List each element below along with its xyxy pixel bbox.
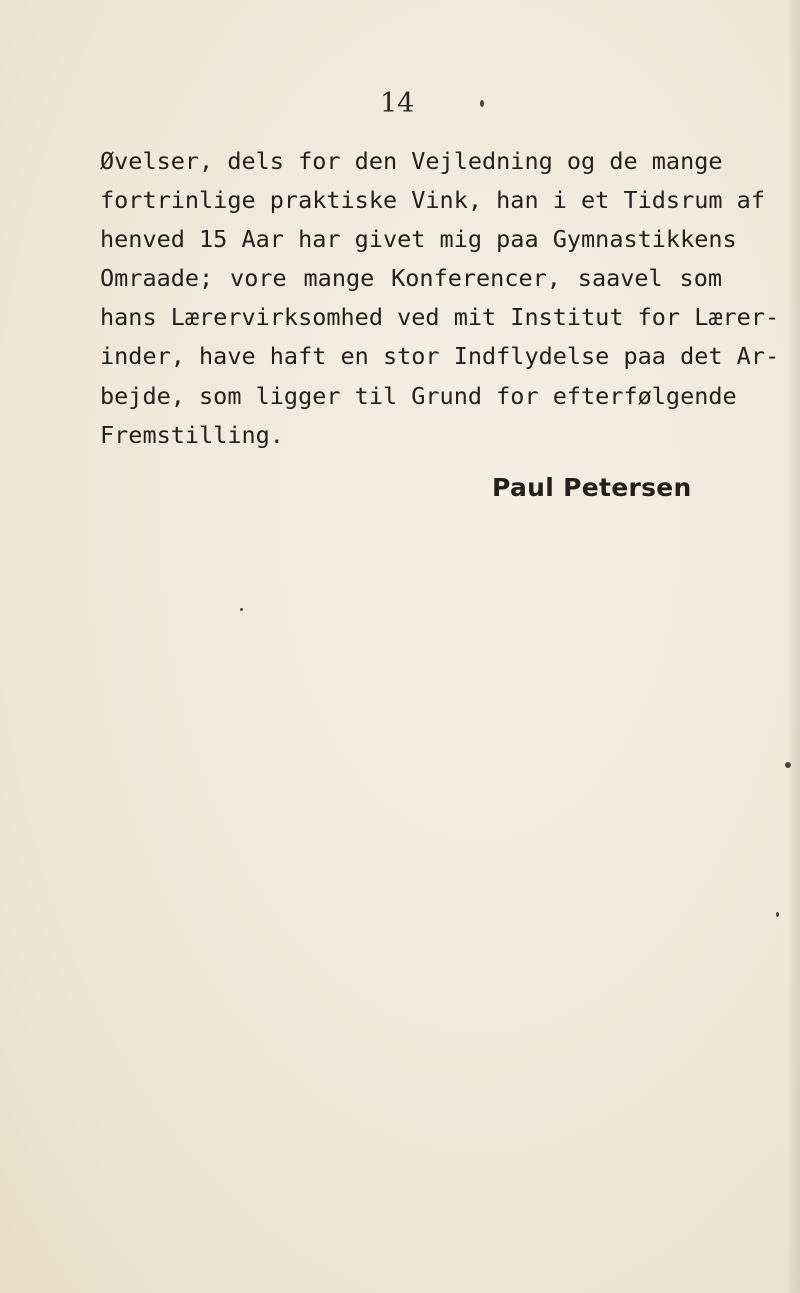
paper-speck xyxy=(785,762,791,768)
text-line: Øvelser, dels for den Vejledning og de mange xyxy=(100,147,723,175)
paper-speck xyxy=(480,100,484,107)
text-line: fortrinlige praktiske Vink, han i et Tidsrum af xyxy=(100,186,765,215)
paper-speck xyxy=(776,912,779,917)
page-number: 14 xyxy=(380,88,415,119)
text-line: Omraade; vore mange Konferencer, saavel som xyxy=(100,264,722,293)
text-line: henved 15 Aar har givet mig paa Gymnastikkens xyxy=(100,225,737,254)
page-edge-shadow xyxy=(786,0,800,1293)
text-line: inder, have haft en stor Indflydelse paa det Ar- xyxy=(100,342,780,371)
text-line: Fremstilling. xyxy=(100,420,284,449)
paper-speck xyxy=(240,608,243,611)
text-line: bejde, som ligger til Grund for efterfølgende xyxy=(100,381,737,410)
author-signature: Paul Petersen xyxy=(492,473,692,502)
text-line: hans Lærervirksomhed ved mit Institut for Lærer- xyxy=(100,303,780,332)
body-paragraph xyxy=(100,142,780,455)
